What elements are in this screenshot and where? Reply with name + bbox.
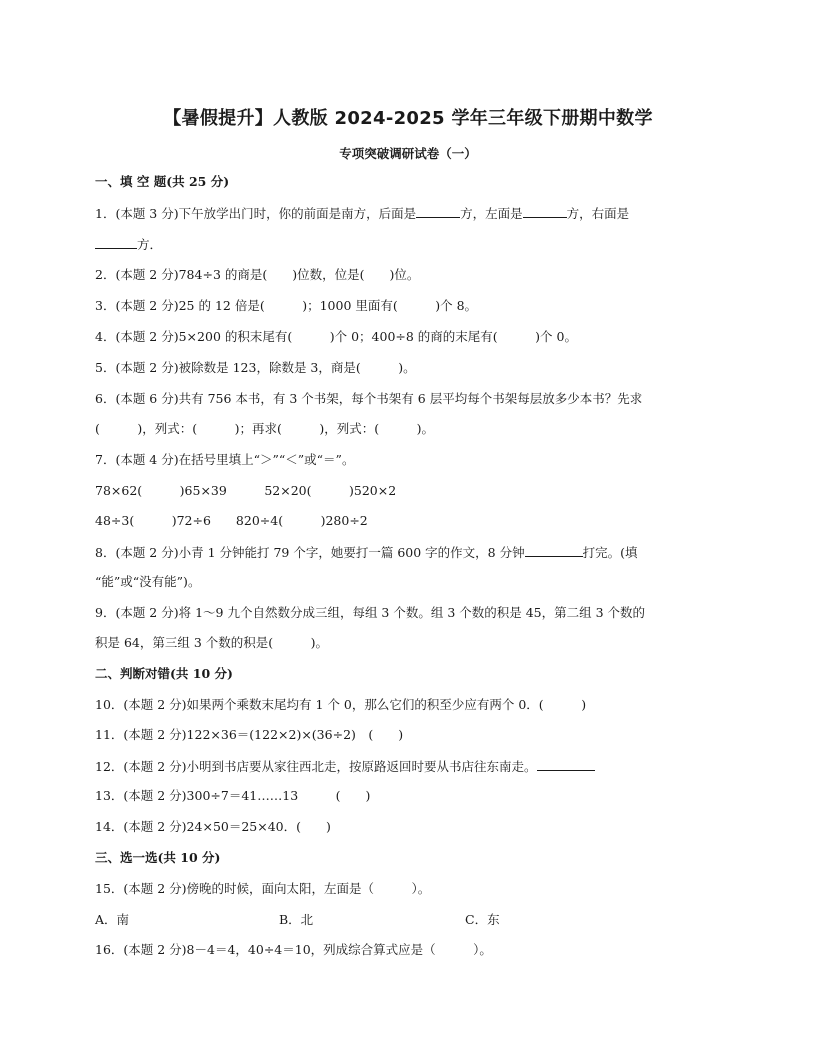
answer-blank[interactable] — [525, 544, 583, 557]
question-8 — [95, 544, 637, 561]
answer-blank[interactable] — [537, 758, 595, 771]
question-16: 16．(本题 2 分)8－4＝4，40÷4＝10，列成综合算式应是（ ）。 — [95, 942, 492, 957]
question-15: 15．(本题 2 分)傍晚的时候，面向太阳，左面是（ ）。 — [95, 881, 431, 896]
question-15-option-c[interactable]: C．东 — [465, 912, 500, 927]
question-10: 10．(本题 2 分)如果两个乘数末尾均有 1 个 0，那么它们的积至少应有两个 0．( ) — [95, 697, 587, 712]
page-subtitle: 专项突破调研试卷（一） — [339, 146, 477, 161]
section-heading-fill-blank: 一、填 空 题(共 25 分) — [95, 174, 230, 189]
question-7: 7．(本题 4 分)在括号里填上“＞”“＜”或“＝”。 — [95, 452, 355, 467]
question-9: 9．(本题 2 分)将 1～9 九个自然数分成三组，每组 3 个数。组 3 个数的积是 45，第二组 3 个数的 — [95, 605, 646, 620]
answer-blank[interactable] — [523, 205, 567, 218]
question-5: 5．(本题 2 分)被除数是 123，除数是 3，商是( )。 — [95, 360, 416, 375]
question-4: 4．(本题 2 分)5×200 的积末尾有( )个 0；400÷8 的商的末尾有( )个 0。 — [95, 329, 577, 344]
question-1-part-d: 方． — [137, 237, 163, 252]
section-heading-true-false: 二、判断对错(共 10 分) — [95, 666, 233, 681]
question-2: 2．(本题 2 分)784÷3 的商是( )位数，位是( )位。 — [95, 267, 420, 282]
question-15-option-a[interactable]: A．南 — [95, 912, 130, 927]
answer-blank[interactable] — [95, 236, 137, 249]
question-15-option-b[interactable]: B．北 — [279, 912, 314, 927]
question-7-row-2: 48÷3( )72÷6 820÷4( )280÷2 — [95, 513, 368, 528]
section-heading-multiple-choice: 三、选一选(共 10 分) — [95, 850, 221, 865]
question-11: 11．(本题 2 分)122×36＝(122×2)×(36÷2) ( ) — [95, 727, 404, 742]
question-1-part-c: 方，右面是 — [566, 206, 630, 221]
question-12 — [95, 758, 595, 775]
question-3: 3．(本题 2 分)25 的 12 倍是( )；1000 里面有( )个 8。 — [95, 298, 478, 313]
question-8-continued: “能”或“没有能”)。 — [95, 574, 201, 589]
question-9-continued: 积是 64，第三组 3 个数的积是( )。 — [95, 635, 329, 650]
question-7-row-1: 78×62( )65×39 52×20( )520×2 — [95, 483, 397, 498]
question-1-part-a: 1．(本题 3 分)下午放学出门时，你的前面是南方，后面是 — [95, 206, 417, 221]
question-12-text: 12．(本题 2 分)小明到书店要从家往西北走，按原路返回时要从书店往东南走。 — [95, 759, 537, 774]
question-8-part-b: 打完。(填 — [582, 545, 638, 560]
question-14: 14．(本题 2 分)24×50＝25×40．( ) — [95, 819, 331, 834]
answer-blank[interactable] — [416, 205, 460, 218]
question-8-part-a: 8．(本题 2 分)小青 1 分钟能打 79 个字，她要打一篇 600 字的作文，8 分钟 — [95, 545, 525, 560]
question-1 — [95, 205, 629, 222]
question-1-part-b: 方，左面是 — [460, 206, 523, 221]
question-13: 13．(本题 2 分)300÷7＝41……13 ( ) — [95, 788, 371, 803]
page-title: 【暑假提升】人教版 2024-2025 学年三年级下册期中数学 — [163, 108, 653, 129]
question-6: 6．(本题 6 分)共有 756 本书，有 3 个书架，每个书架有 6 层平均每个书架每层放多少本书？先求 — [95, 391, 643, 406]
question-1-continued — [95, 236, 162, 253]
question-6-continued: ( )，列式：( )；再求( )，列式：( )。 — [95, 421, 435, 436]
